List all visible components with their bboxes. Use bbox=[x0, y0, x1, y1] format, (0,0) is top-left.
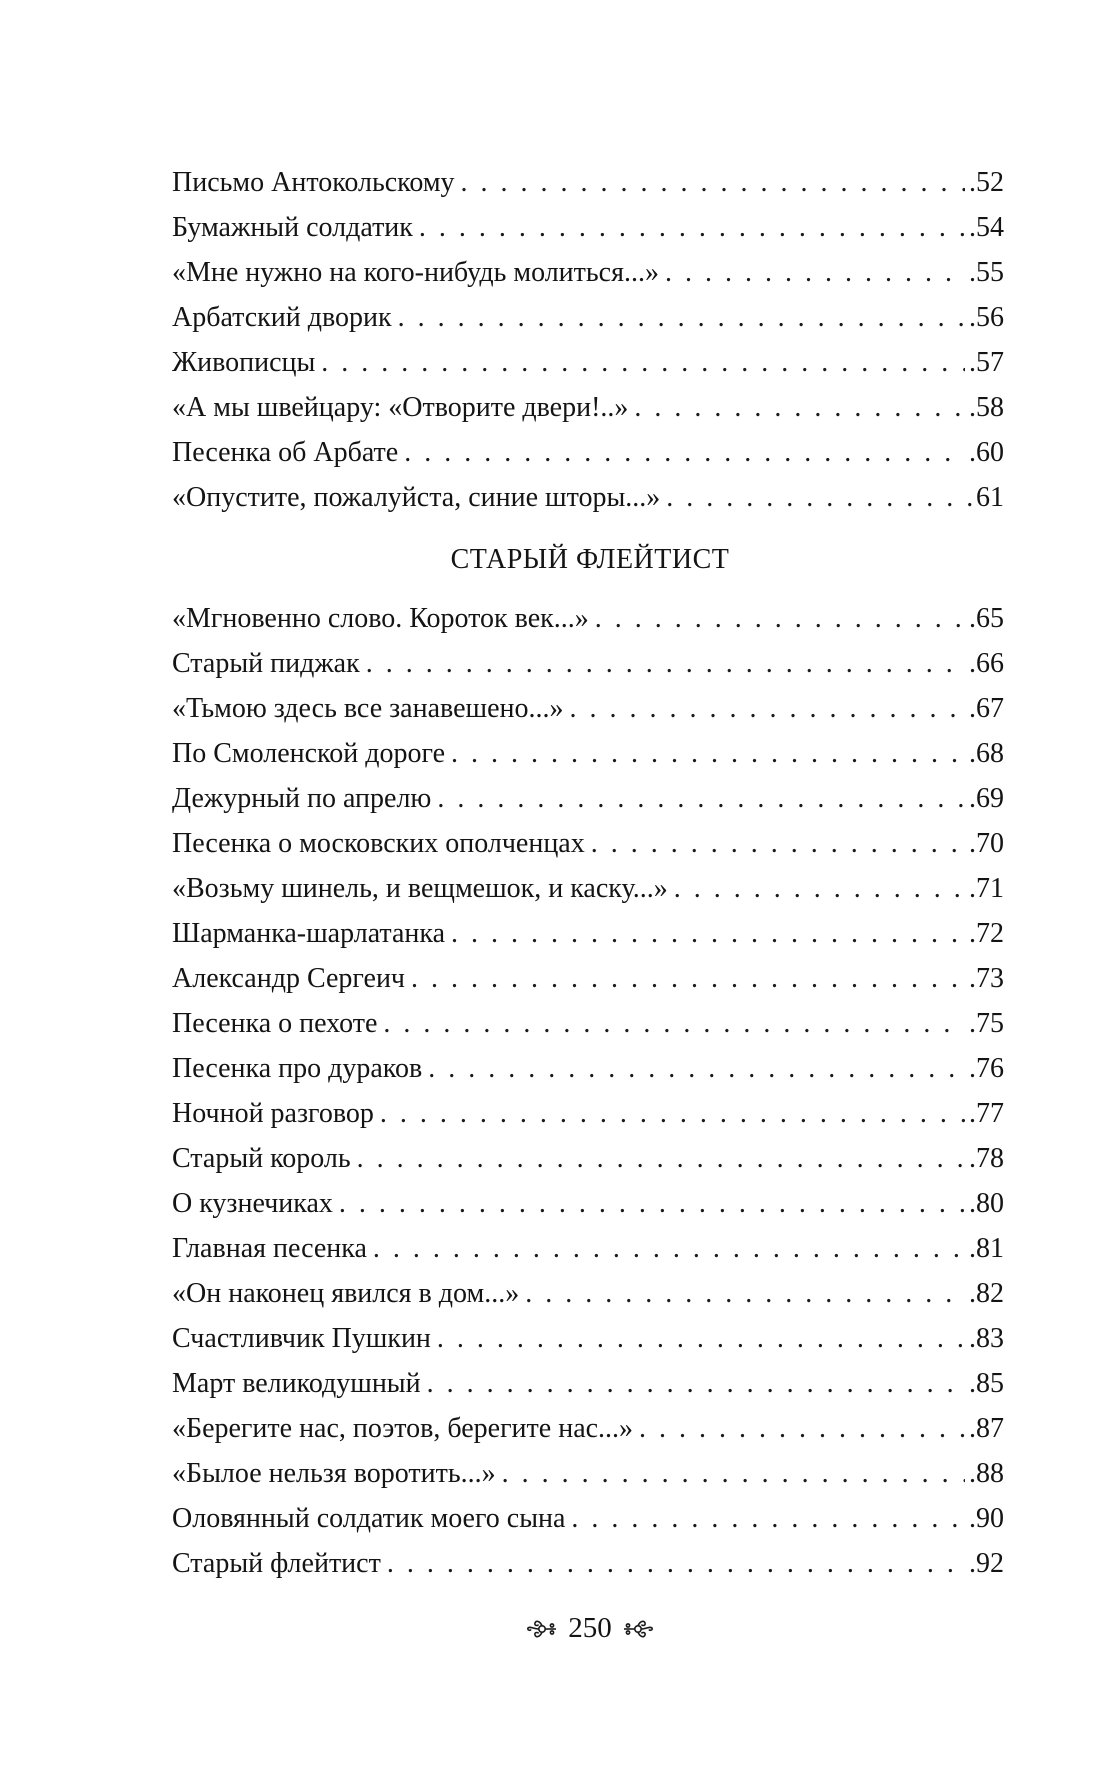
toc-entry-title: Александр Сергеич bbox=[172, 963, 406, 994]
toc-entry bbox=[172, 1181, 1004, 1226]
toc-entry-title: «Опустите, пожалуйста, синие шторы...» bbox=[172, 482, 661, 513]
toc-entry bbox=[172, 1001, 1004, 1046]
toc-entry bbox=[172, 340, 1004, 385]
dot-leader bbox=[639, 1406, 965, 1451]
dot-leader bbox=[666, 475, 972, 520]
toc-list-bottom bbox=[172, 596, 1004, 1586]
toc-entry bbox=[172, 596, 1004, 641]
dot-leader bbox=[339, 1181, 965, 1226]
toc-entry bbox=[172, 1271, 1004, 1316]
toc-entry bbox=[172, 911, 1004, 956]
toc-entry-title: Старый пиджак bbox=[172, 648, 360, 679]
toc-entry-page: .72 bbox=[969, 918, 1004, 949]
dot-leader bbox=[674, 866, 965, 911]
toc-entry-page: .90 bbox=[969, 1503, 1004, 1534]
dot-leader bbox=[634, 385, 965, 430]
toc-entry bbox=[172, 776, 1004, 821]
toc-entry-title: Арбатский дворик bbox=[172, 302, 392, 333]
dot-leader bbox=[595, 596, 965, 641]
toc-entry-page: .70 bbox=[969, 828, 1004, 859]
toc-entry-page: .80 bbox=[969, 1188, 1004, 1219]
toc-entry-page: .68 bbox=[969, 738, 1004, 769]
toc-entry-title: Оловянный солдатик моего сына bbox=[172, 1503, 566, 1534]
toc-entry-page: .60 bbox=[969, 437, 1004, 468]
toc-entry-title: Счастливчик Пушкин bbox=[172, 1323, 431, 1354]
toc-entry-page: .57 bbox=[969, 347, 1004, 378]
dot-leader bbox=[525, 1271, 965, 1316]
toc-entry-page: .85 bbox=[969, 1368, 1004, 1399]
toc-entry-title: Песенка о пехоте bbox=[172, 1008, 378, 1039]
toc-entry-title: «Возьму шинель, и вещмешок, и каску...» bbox=[172, 873, 668, 904]
toc-entry bbox=[172, 250, 1004, 295]
toc-entry-page: .75 bbox=[969, 1008, 1004, 1039]
toc-entry-page: .76 bbox=[969, 1053, 1004, 1084]
toc-entry-page: .56 bbox=[969, 302, 1004, 333]
toc-entry bbox=[172, 160, 1004, 205]
dot-leader bbox=[428, 1046, 965, 1091]
toc-list-top bbox=[172, 160, 1004, 520]
toc-entry-title: Старый флейтист bbox=[172, 1548, 381, 1579]
toc-entry bbox=[172, 1091, 1004, 1136]
dot-leader bbox=[373, 1226, 965, 1271]
dot-leader bbox=[380, 1091, 965, 1136]
toc-entry-page: .66 bbox=[969, 648, 1004, 679]
dot-leader bbox=[321, 340, 965, 385]
toc-entry-page: .87 bbox=[969, 1413, 1004, 1444]
toc-entry-title: Дежурный по апрелю bbox=[172, 783, 432, 814]
dot-leader bbox=[461, 160, 965, 205]
toc-entry bbox=[172, 1496, 1004, 1541]
dot-leader bbox=[387, 1541, 965, 1586]
dot-leader bbox=[419, 205, 965, 250]
dot-leader bbox=[383, 1001, 965, 1046]
toc-entry-title: «Мгновенно слово. Короток век...» bbox=[172, 603, 589, 634]
toc-entry bbox=[172, 205, 1004, 250]
toc-entry-page: .67 bbox=[969, 693, 1004, 724]
toc-entry-title: Старый король bbox=[172, 1143, 351, 1174]
toc-entry-title: Песенка об Арбате bbox=[172, 437, 399, 468]
toc-entry bbox=[172, 821, 1004, 866]
toc-entry bbox=[172, 1406, 1004, 1451]
toc-entry-title: «Мне нужно на кого-нибудь молиться...» bbox=[172, 257, 659, 288]
toc-entry-title: Песенка про дураков bbox=[172, 1053, 423, 1084]
section-heading: СТАРЫЙ ФЛЕЙТИСТ bbox=[450, 544, 730, 575]
dot-leader bbox=[411, 956, 965, 1001]
toc-entry bbox=[172, 1226, 1004, 1271]
toc-entry-title: «Былое нельзя воротить...» bbox=[172, 1458, 496, 1489]
toc-entry bbox=[172, 731, 1004, 776]
toc-entry-page: .73 bbox=[969, 963, 1004, 994]
toc-entry-title: Шарманка-шарлатанка bbox=[172, 918, 446, 949]
page-footer bbox=[0, 1612, 1105, 1645]
toc-entry-title: Письмо Антокольскому bbox=[172, 167, 455, 198]
toc-entry bbox=[172, 1361, 1004, 1406]
toc-entry-page: .52 bbox=[969, 167, 1004, 198]
page-number: 250 bbox=[568, 1612, 612, 1644]
toc-entry bbox=[172, 1451, 1004, 1496]
toc-entry-title: Песенка о московских ополченцах bbox=[172, 828, 585, 859]
dot-leader bbox=[404, 430, 965, 475]
toc-entry-title: О кузнечиках bbox=[172, 1188, 333, 1219]
dot-leader bbox=[357, 1136, 965, 1181]
dot-leader bbox=[591, 821, 965, 866]
toc-entry bbox=[172, 956, 1004, 1001]
toc-entry-title: Ночной разговор bbox=[172, 1098, 374, 1129]
toc-entry-page: .65 bbox=[969, 603, 1004, 634]
toc-entry-title: По Смоленской дороге bbox=[172, 738, 446, 769]
toc-entry-page: .55 bbox=[969, 257, 1004, 288]
dot-leader bbox=[571, 1496, 965, 1541]
toc-entry bbox=[172, 1136, 1004, 1181]
dot-leader bbox=[569, 686, 965, 731]
toc-entry bbox=[172, 475, 1004, 520]
dot-leader bbox=[451, 911, 965, 956]
toc-entry-page: .58 bbox=[969, 392, 1004, 423]
toc-entry-page: .77 bbox=[969, 1098, 1004, 1129]
toc-entry-title: Бумажный солдатик bbox=[172, 212, 413, 243]
dot-leader bbox=[366, 641, 965, 686]
flourish-ornament-icon bbox=[526, 1616, 558, 1642]
toc-entry-page: .92 bbox=[969, 1548, 1004, 1579]
toc-entry-title: «А мы швейцару: «Отворите двери!..» bbox=[172, 392, 629, 423]
toc-entry bbox=[172, 686, 1004, 731]
toc-entry-title: «Тьмою здесь все занавешено...» bbox=[172, 693, 564, 724]
dot-leader bbox=[437, 1316, 965, 1361]
toc-entry-title: «Берегите нас, поэтов, берегите нас...» bbox=[172, 1413, 634, 1444]
toc-entry-title: Живописцы bbox=[172, 347, 316, 378]
dot-leader bbox=[437, 776, 965, 821]
toc-entry-page: .82 bbox=[969, 1278, 1004, 1309]
toc-entry bbox=[172, 641, 1004, 686]
toc-entry bbox=[172, 295, 1004, 340]
dot-leader bbox=[502, 1451, 965, 1496]
toc-entry-page: .83 bbox=[969, 1323, 1004, 1354]
toc-entry-page: 61 bbox=[976, 482, 1004, 513]
toc-entry-page: .88 bbox=[969, 1458, 1004, 1489]
toc-entry bbox=[172, 1046, 1004, 1091]
toc-entry bbox=[172, 866, 1004, 911]
flourish-ornament-icon bbox=[622, 1616, 654, 1642]
toc-entry-page: .69 bbox=[969, 783, 1004, 814]
toc-entry-page: .81 bbox=[969, 1233, 1004, 1264]
toc-entry bbox=[172, 1316, 1004, 1361]
toc-entry-page: .54 bbox=[969, 212, 1004, 243]
toc-entry-title: Март великодушный bbox=[172, 1368, 421, 1399]
dot-leader bbox=[665, 250, 965, 295]
dot-leader bbox=[451, 731, 965, 776]
dot-leader bbox=[427, 1361, 965, 1406]
toc-entry-title: Главная песенка bbox=[172, 1233, 367, 1264]
dot-leader bbox=[398, 295, 965, 340]
toc-entry bbox=[172, 1541, 1004, 1586]
toc-entry-page: .78 bbox=[969, 1143, 1004, 1174]
toc-entry-page: .71 bbox=[969, 873, 1004, 904]
toc-entry bbox=[172, 430, 1004, 475]
toc-entry-title: «Он наконец явился в дом...» bbox=[172, 1278, 520, 1309]
toc-entry bbox=[172, 385, 1004, 430]
